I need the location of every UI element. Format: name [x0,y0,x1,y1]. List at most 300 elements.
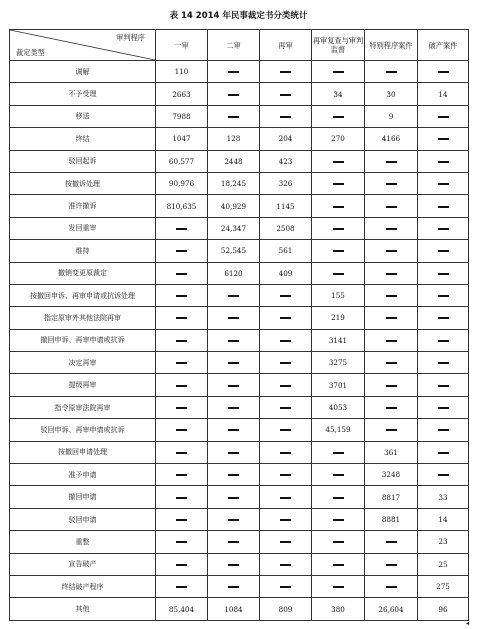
table-cell [260,352,312,374]
table-cell [418,284,469,306]
table-cell: 96 [418,598,469,620]
ruling-statistics-table [9,29,469,621]
table-cell: 204 [260,128,312,150]
table-cell [418,128,469,150]
dash-mark [386,295,397,297]
dash-mark [333,497,344,499]
dash-mark [386,362,397,364]
table-cell [365,240,418,262]
table-cell: 1084 [208,598,260,620]
table-cell [156,575,208,597]
table-cell: 423 [260,150,312,172]
dash-mark [438,71,449,73]
table-cell [312,262,365,284]
table-cell [418,262,469,284]
table-cell: 2508 [260,217,312,239]
table-cell [365,61,418,83]
table-cell [260,441,312,463]
dash-mark [176,541,187,543]
row-label: 撤回申请 [10,486,156,508]
table-cell [418,419,469,441]
table-cell [365,150,418,172]
table-cell [208,508,260,530]
table-cell: 34 [312,83,365,105]
table-cell [365,575,418,597]
table-cell [418,195,469,217]
column-header: 破产案件 [418,30,469,61]
row-label: 维持 [10,240,156,262]
table-cell: 8817 [365,486,418,508]
table-cell: 110 [156,61,208,83]
row-label: 重整 [10,531,156,553]
dash-mark [438,385,449,387]
corner-top-label: 审判程序 [116,33,145,42]
dash-mark [333,183,344,185]
table-cell [260,83,312,105]
table-cell [418,396,469,418]
dash-mark [386,586,397,588]
dash-mark [333,228,344,230]
dash-mark [438,116,449,118]
table-cell: 90,976 [156,172,208,194]
table-cell [312,441,365,463]
dash-mark [438,183,449,185]
dash-mark [438,228,449,230]
dash-mark [228,71,239,73]
dash-mark [438,317,449,319]
dash-mark [386,407,397,409]
column-header: 特别程序案件 [365,30,418,61]
table-row [10,531,469,553]
table-cell [156,464,208,486]
table-cell [312,464,365,486]
column-header: 二审 [208,30,260,61]
table-cell: 409 [260,262,312,284]
table-cell [156,486,208,508]
dash-mark [280,497,291,499]
table-row [10,374,469,396]
dash-mark [176,429,187,431]
dash-mark [280,295,291,297]
table-cell [208,307,260,329]
row-label: 按撤回申请处理 [10,441,156,463]
row-label: 指定原审外其他法院再审 [10,307,156,329]
table-cell [365,172,418,194]
dash-mark [438,206,449,208]
table-cell [365,419,418,441]
row-label: 发回重审 [10,217,156,239]
table-row [10,553,469,575]
dash-mark [333,71,344,73]
table-cell [312,217,365,239]
dash-mark [280,71,291,73]
dash-mark [228,474,239,476]
table-row [10,195,469,217]
table-cell [365,329,418,351]
table-cell: 7988 [156,105,208,127]
table-cell [156,419,208,441]
table-cell: 4166 [365,128,418,150]
table-row [10,396,469,418]
table-row [10,83,469,105]
row-label: 按撤回申诉、再审申请或抗诉处理 [10,284,156,306]
table-cell [260,464,312,486]
table-cell [418,464,469,486]
table-row [10,598,469,620]
table-cell [208,464,260,486]
table-cell [156,284,208,306]
dash-mark [280,519,291,521]
dash-mark [438,161,449,163]
dash-mark [176,273,187,275]
table-cell: 8881 [365,508,418,530]
table-cell [418,217,469,239]
dash-mark [386,317,397,319]
table-cell [365,195,418,217]
dash-mark [333,161,344,163]
table-body [10,61,469,621]
table-cell [260,531,312,553]
dash-mark [386,228,397,230]
table-cell: 40,929 [208,195,260,217]
row-label: 指令原审法院再审 [10,396,156,418]
table-cell [260,374,312,396]
table-cell: 561 [260,240,312,262]
table-cell [260,575,312,597]
table-cell: 18,245 [208,172,260,194]
table-cell [260,61,312,83]
table-row [10,262,469,284]
dash-mark [438,273,449,275]
dash-mark [228,362,239,364]
table-cell: 23 [418,531,469,553]
table-cell [418,352,469,374]
dash-mark [228,317,239,319]
dash-mark [280,586,291,588]
dash-mark [333,206,344,208]
table-cell [365,374,418,396]
table-cell [156,352,208,374]
table-cell: 380 [312,598,365,620]
table-cell [156,217,208,239]
table-row [10,508,469,530]
table-cell [156,262,208,284]
table-cell: 219 [312,307,365,329]
table-cell [208,105,260,127]
row-label: 不予受理 [10,83,156,105]
dash-mark [176,295,187,297]
dash-mark [228,497,239,499]
table-cell [208,486,260,508]
table-row [10,486,469,508]
table-cell [156,396,208,418]
dash-mark [386,429,397,431]
dash-mark [228,429,239,431]
table-cell: 809 [260,598,312,620]
table-cell [418,307,469,329]
table-row [10,128,469,150]
dash-mark [280,541,291,543]
dash-mark [438,340,449,342]
row-label: 移送 [10,105,156,127]
table-row [10,329,469,351]
dash-mark [280,116,291,118]
table-row [10,217,469,239]
column-header: 再审复查与审判监督 [312,30,365,61]
table-cell [418,374,469,396]
dash-mark [176,474,187,476]
column-header: 再审 [260,30,312,61]
table-cell [418,441,469,463]
table-cell [312,240,365,262]
table-cell [208,419,260,441]
dash-mark [386,206,397,208]
table-cell [208,61,260,83]
table-cell [418,240,469,262]
dash-mark [333,564,344,566]
table-cell [260,553,312,575]
table-row [10,575,469,597]
table-cell: 60,577 [156,150,208,172]
dash-mark [228,94,239,96]
table-row [10,240,469,262]
table-cell: 1145 [260,195,312,217]
column-header: 一审 [156,30,208,61]
table-cell [156,553,208,575]
table-cell [156,441,208,463]
corner-bottom-label: 裁定类型 [16,48,45,57]
table-cell [365,307,418,329]
table-cell: 4053 [312,396,365,418]
dash-mark [333,474,344,476]
dash-mark [280,362,291,364]
table-cell [365,553,418,575]
dash-mark [438,452,449,454]
table-cell [260,284,312,306]
dash-mark [280,429,291,431]
table-cell: 2448 [208,150,260,172]
table-cell [312,195,365,217]
table-row [10,172,469,194]
table-cell [260,307,312,329]
table-cell: 30 [365,83,418,105]
table-cell: 3275 [312,352,365,374]
dash-mark [176,250,187,252]
row-label: 准许撤诉 [10,195,156,217]
table-cell [365,217,418,239]
table-cell [208,553,260,575]
table-cell: 26,604 [365,598,418,620]
dash-mark [280,94,291,96]
dash-mark [228,407,239,409]
table-cell: 361 [365,441,418,463]
table-cell [208,575,260,597]
corner-header [10,30,156,61]
table-cell [312,61,365,83]
table-cell [418,329,469,351]
table-cell: 810,635 [156,195,208,217]
row-label: 决定再审 [10,352,156,374]
table-cell: 6120 [208,262,260,284]
row-label: 驳回申诉、再审申请或抗诉 [10,419,156,441]
table-row [10,284,469,306]
table-cell [156,531,208,553]
row-label: 准予申请 [10,464,156,486]
table-cell [312,486,365,508]
dash-mark [176,452,187,454]
row-label: 按撤诉处理 [10,172,156,194]
table-row [10,307,469,329]
table-cell [312,531,365,553]
row-label: 调解 [10,61,156,83]
dash-mark [386,273,397,275]
table-cell [418,172,469,194]
table-cell [156,240,208,262]
table-row [10,150,469,172]
dash-mark [280,317,291,319]
table-cell [260,329,312,351]
table-row [10,419,469,441]
table-cell: 3141 [312,329,365,351]
table-cell: 3248 [365,464,418,486]
dash-mark [438,362,449,364]
table-cell [312,150,365,172]
dash-mark [280,385,291,387]
table-cell: 45,159 [312,419,365,441]
dash-mark [333,586,344,588]
dash-mark [228,295,239,297]
table-cell [208,83,260,105]
dash-mark [176,497,187,499]
table-cell [365,284,418,306]
dash-mark [228,385,239,387]
row-label: 终结破产程序 [10,575,156,597]
table-cell [260,105,312,127]
row-label: 提级再审 [10,374,156,396]
table-cell [156,374,208,396]
table-row [10,352,469,374]
table-cell [312,508,365,530]
dash-mark [176,564,187,566]
row-label: 撤销变更原裁定 [10,262,156,284]
dash-mark [386,564,397,566]
table-cell [418,150,469,172]
table-cell: 270 [312,128,365,150]
table-cell [208,352,260,374]
dash-mark [228,340,239,342]
table-row [10,441,469,463]
table-cell: 14 [418,508,469,530]
table-cell: 52,545 [208,240,260,262]
table-cell [260,486,312,508]
table-cell [208,284,260,306]
table-cell: 14 [418,83,469,105]
dash-mark [228,586,239,588]
dash-mark [176,340,187,342]
table-cell [365,531,418,553]
dash-mark [333,452,344,454]
table-cell [418,105,469,127]
table-cell: 25 [418,553,469,575]
dash-mark [386,385,397,387]
dash-mark [176,228,187,230]
table-cell [260,508,312,530]
table-cell: 1047 [156,128,208,150]
table-cell [156,307,208,329]
table-cell [312,105,365,127]
dash-mark [228,564,239,566]
dash-mark [228,519,239,521]
table-cell [208,374,260,396]
dash-mark [386,71,397,73]
dash-mark [176,362,187,364]
table-cell [365,352,418,374]
dash-mark [438,474,449,476]
dash-mark [280,340,291,342]
table-title: 表 14 2014 年民事裁定书分类统计 [169,11,308,21]
row-label: 其他 [10,598,156,620]
table-cell: 3701 [312,374,365,396]
row-label: 驳回起诉 [10,150,156,172]
table-cell [312,553,365,575]
row-label: 撤回申诉、再审申请或抗诉 [10,329,156,351]
dash-mark [280,407,291,409]
dash-mark [280,564,291,566]
dash-mark [333,116,344,118]
table-cell: 9 [365,105,418,127]
dash-mark [386,250,397,252]
dash-mark [176,317,187,319]
dash-mark [176,519,187,521]
dash-mark [333,250,344,252]
dash-mark [386,541,397,543]
page-marker: ◂ [466,620,470,627]
table-cell: 128 [208,128,260,150]
header-row [10,30,469,61]
table-cell [312,575,365,597]
table-cell [156,508,208,530]
table-cell [260,419,312,441]
dash-mark [386,183,397,185]
dash-mark [176,586,187,588]
table-cell [208,329,260,351]
dash-mark [228,541,239,543]
dash-mark [176,407,187,409]
table-cell: 155 [312,284,365,306]
table-cell: 326 [260,172,312,194]
row-label: 终结 [10,128,156,150]
table-row [10,61,469,83]
table-cell: 2663 [156,83,208,105]
dash-mark [438,429,449,431]
dash-mark [280,474,291,476]
table-cell [208,441,260,463]
dash-mark [438,250,449,252]
table-cell: 85,404 [156,598,208,620]
table-cell: 24,347 [208,217,260,239]
dash-mark [438,138,449,140]
dash-mark [333,519,344,521]
table-cell [418,61,469,83]
row-label: 驳回申请 [10,508,156,530]
dash-mark [386,340,397,342]
dash-mark [333,273,344,275]
table-cell [208,531,260,553]
table-cell [312,172,365,194]
table-cell: 275 [418,575,469,597]
table-cell: 33 [418,486,469,508]
table-cell [365,262,418,284]
